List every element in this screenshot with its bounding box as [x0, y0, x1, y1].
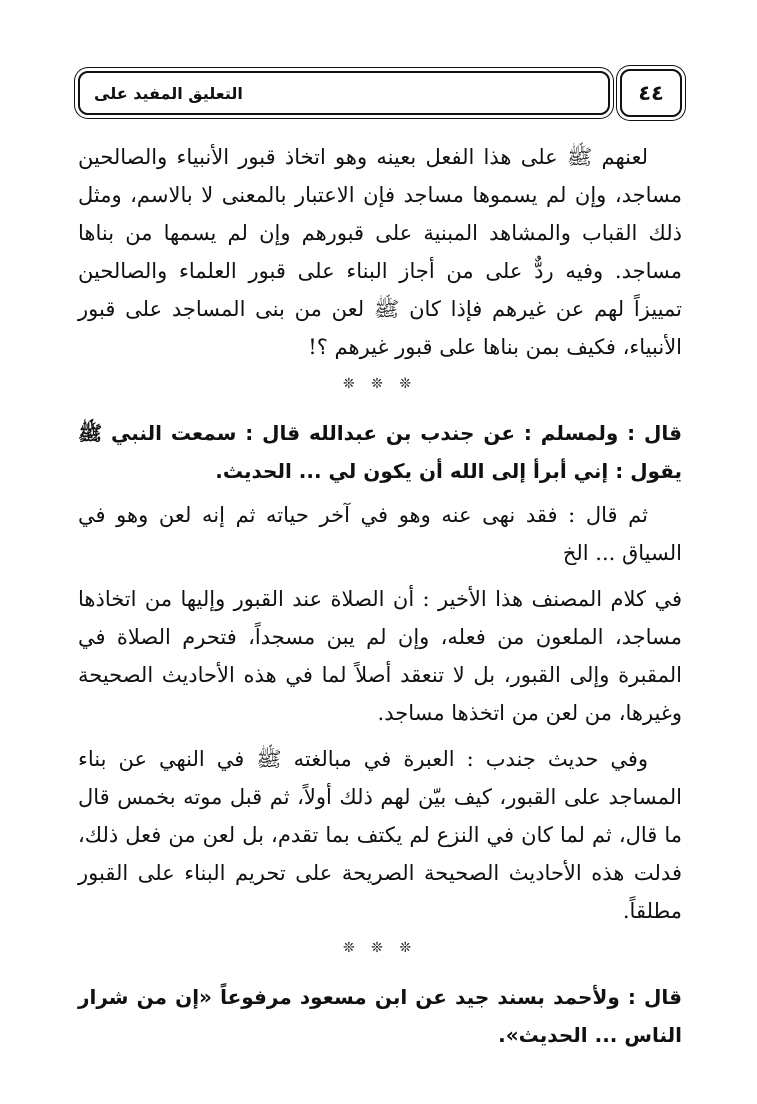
quoted-text-1: قال : ولمسلم : عن جندب بن عبدالله قال : سمعت النبي ﷺ يقول : إني أبرأ إلى الله أن يكون لي ... الحديث.: [78, 421, 682, 483]
running-title: التعليق المفيد على: [78, 71, 610, 115]
page-header: [78, 68, 682, 118]
section-separator-2: ❊ ❊ ❊: [342, 940, 418, 956]
paragraph-2: ثم قال : فقد نهى عنه وهو في آخر حياته ثم إنه لعن وهو في السياق ... الخ: [78, 503, 682, 565]
page-number: ٤٤: [620, 69, 682, 117]
paragraph-3: في كلام المصنف هذا الأخير : أن الصلاة عند القبور وإليها من اتخاذها مساجد، الملعون من فعله، وإن لم يبن مسجداً، فتحرم الصلاة في المقبرة وإلى القبور، بل لا تنعقد أصلاً لما في هذه الأحاديث الصحيحة وغيرها، من لعن من اتخذها مساجد.: [78, 587, 682, 725]
section-separator: ❊ ❊ ❊: [342, 376, 418, 392]
page-content: [78, 138, 682, 1054]
paragraph-1: لعنهم ﷺ على هذا الفعل بعينه وهو اتخاذ قبور الأنبياء والصالحين مساجد، وإن لم يسموها مساجد فإن الاعتبار بالمعنى لا بالاسم، ومثل ذلك القباب والمشاهد المبنية على قبورهم وإن لم يسمها من بناها مساجد. وفيه ردٌّ على من أجاز البناء على قبور العلماء والصالحين تمييزاً لهم عن غيرهم فإذا كان ﷺ لعن من بنى المساجد على قبور الأنبياء، فكيف بمن بناها على قبور غيرهم ؟!: [78, 145, 682, 359]
paragraph-4: وفي حديث جندب : العبرة في مبالغته ﷺ في النهي عن بناء المساجد على القبور، كيف بيّن لهم ذلك أولاً، ثم قبل موته بخمس قال ما قال، ثم لما كان في النزع لم يكتف بما تقدم، بل لعن من فعل ذلك، فدلت هذه الأحاديث الصحيحة الصريحة على تحريم البناء على القبور مطلقاً.: [78, 747, 682, 923]
quoted-text-2: قال : ولأحمد بسند جيد عن ابن مسعود مرفوعاً «إن من شرار الناس ... الحديث».: [78, 985, 682, 1047]
book-page: [78, 68, 682, 1104]
